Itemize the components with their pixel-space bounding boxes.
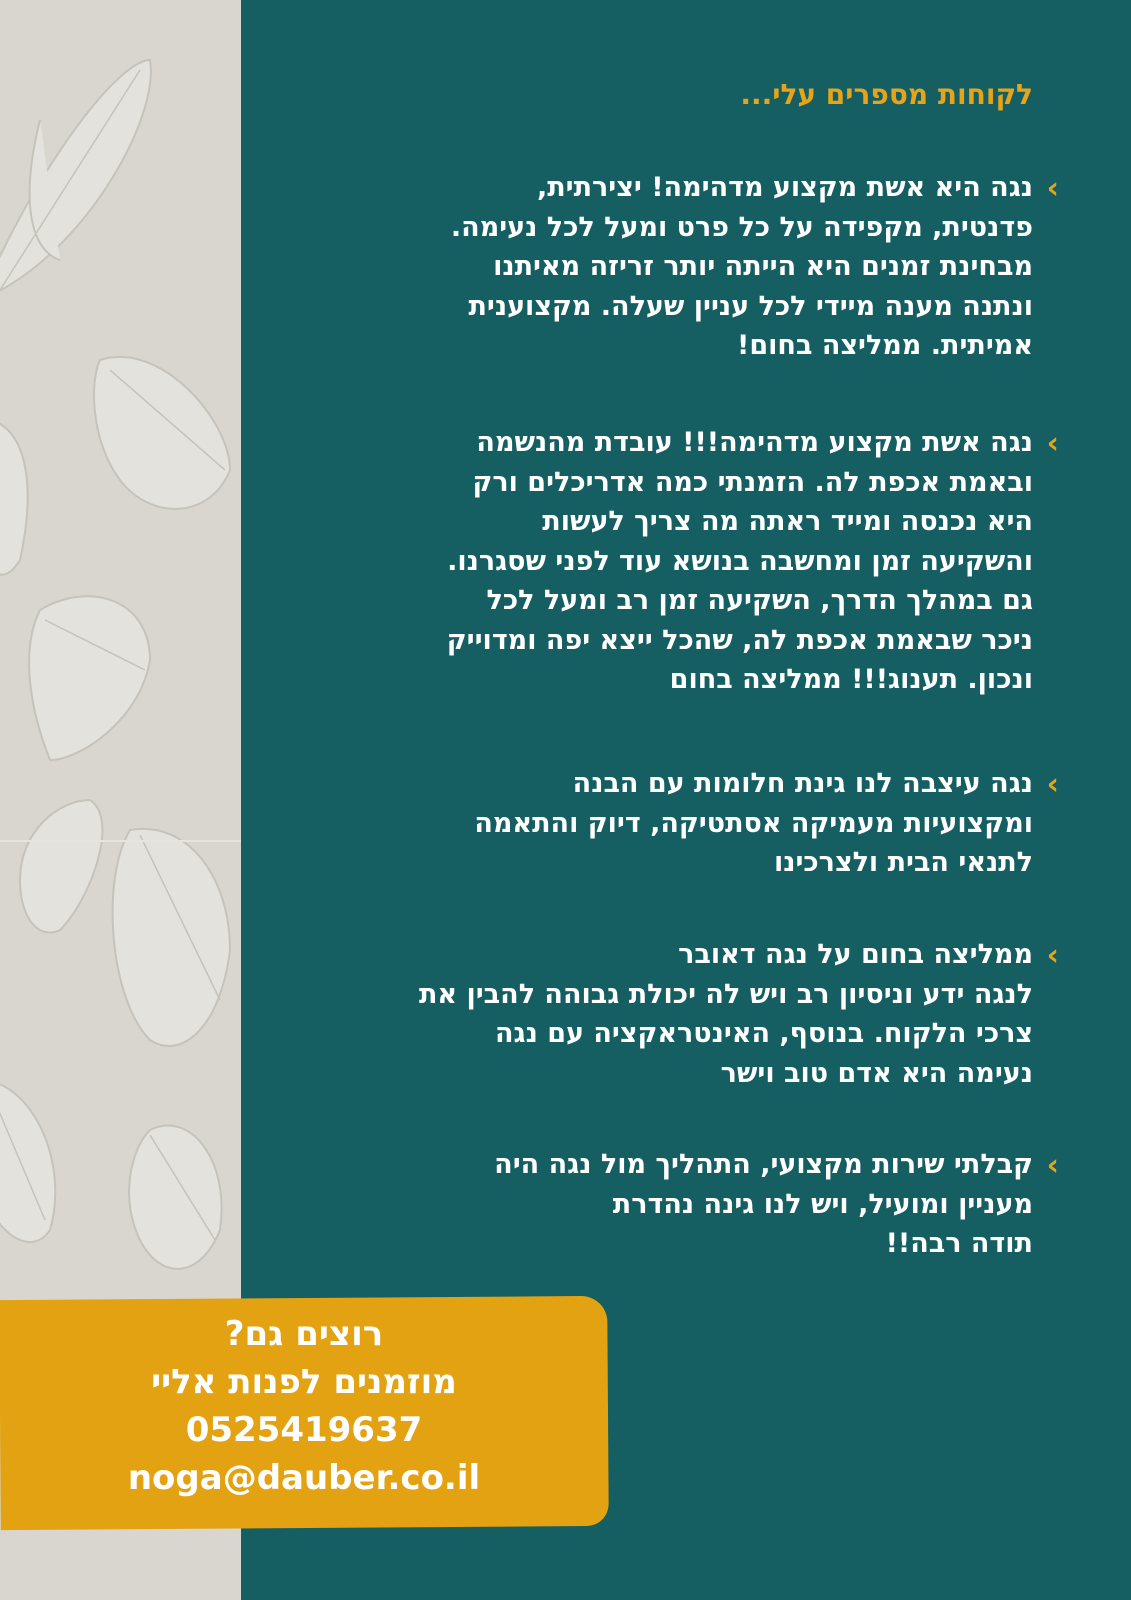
review-line: תודה רבה!! [885,1228,1033,1259]
review-line: נגה היא אשת מקצוע מדהימה! יצירתית, [536,172,1033,203]
cta-invite: מוזמנים לפנות אליי [151,1362,457,1402]
cta-question: רוצים גם? [224,1314,384,1354]
chevron-left-icon: › [1046,767,1059,802]
image-seam [0,840,241,842]
chevron-left-icon: › [1046,938,1059,973]
review-2 [313,423,1059,700]
contact-card-text [0,1310,608,1502]
review-line: ונכון. תענוג!!! ממליצה בחום [669,664,1033,695]
email-link[interactable]: noga@dauber.co.il [127,1458,481,1498]
phone-number[interactable]: 0525419637 [185,1410,423,1450]
review-line: היא נכנסה ומייד ראתה מה צריך לעשות [542,506,1033,537]
review-line: לנגה ידע וניסיון רב ויש לה יכולת גבוהה להבין את [418,978,1033,1010]
chevron-left-icon: › [1046,426,1059,461]
review-line: אמיתית. ממליצה בחום! [737,330,1033,361]
review-line: קבלתי שירות מקצועי, התהליך מול נגה היה [494,1149,1033,1180]
review-line: ונתנה מענה מיידי לכל עניין שעלה. מקצוענית [468,290,1033,322]
review-line: ניכר שבאמת אכפת לה, שהכל ייצא יפה ומדוייק [446,624,1033,656]
review-line: ומקצועיות מעמיקה אסתטיקה, דיוק והתאמה [474,807,1033,839]
chevron-left-icon: › [1046,171,1059,206]
review-line: פדנטית, מקפידה על כל פרט ומעל לכל נעימה. [450,211,1033,243]
review-1 [313,168,1059,366]
review-5 [313,1145,1059,1264]
review-line: לתנאי הבית ולצרכינו [773,847,1033,878]
review-line: מבחינת זמנים היא הייתה יותר זריזה מאיתנו [493,251,1033,282]
review-line: גם במהלך הדרך, השקיעה זמן רב ומעל לכל [486,585,1033,616]
review-line: והשקיעה זמן ומחשבה בנושא עוד לפני שסגרנו. [447,545,1033,577]
chevron-left-icon: › [1046,1148,1059,1183]
review-line: מעניין ומועיל, ויש לנו גינה נהדרת [612,1188,1033,1220]
review-line: ממליצה בחום על נגה דאובר [678,939,1033,970]
review-4 [313,935,1059,1093]
review-line: ובאמת אכפת לה. הזמנתי כמה אדריכלים ורק [472,466,1033,498]
review-line: נעימה היא אדם טוב וישר [720,1057,1033,1089]
review-3 [313,764,1059,883]
review-line: נגה אשת מקצוע מדהימה!!! עובדת מהנשמה [476,427,1033,458]
review-line: צרכי הלקוח. בנוסף, האינטראקציה עם נגה [494,1018,1033,1049]
page-title: לקוחות מספרים עלי... [740,78,1033,111]
review-line: נגה עיצבה לנו גינת חלומות עם הבנה [572,768,1033,799]
